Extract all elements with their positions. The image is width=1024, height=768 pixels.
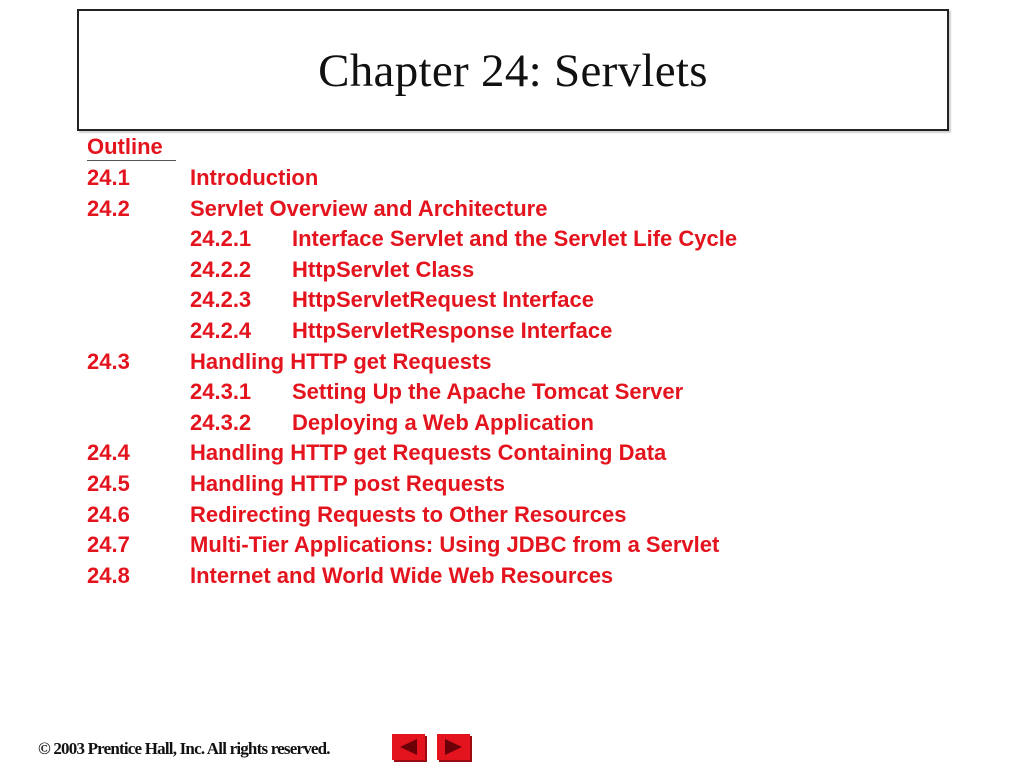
next-slide-button[interactable] <box>437 734 470 760</box>
outline-item-number: 24.3.2 <box>190 409 252 435</box>
outline-item-number: 24.6 <box>87 501 130 527</box>
outline-item-label: HttpServletRequest Interface <box>292 287 594 313</box>
outline-item-number: 24.8 <box>87 562 130 588</box>
outline-item-label: Internet and World Wide Web Resources <box>190 562 614 588</box>
outline-item-number: 24.2.3 <box>190 287 252 313</box>
outline-item-label: Handling HTTP post Requests <box>190 470 505 496</box>
outline-item-label: Handling HTTP get Requests Containing Data <box>190 440 667 466</box>
copyright-notice: © 2003 Prentice Hall, Inc. All rights reserved. <box>38 739 330 758</box>
outline-item-label: Setting Up the Apache Tomcat Server <box>292 379 684 405</box>
outline-item-number: 24.7 <box>87 532 130 558</box>
outline-item-number: 24.4 <box>87 440 130 466</box>
outline-item-number: 24.2.2 <box>190 256 252 282</box>
outline-item-number: 24.2 <box>87 195 130 221</box>
right-triangle-icon <box>437 734 470 760</box>
left-triangle-icon <box>392 734 425 760</box>
outline-item-number: 24.2.4 <box>190 317 252 343</box>
slide-title: Chapter 24: Servlets <box>318 45 708 97</box>
outline-item-number: 24.3 <box>87 348 130 374</box>
outline-item-label: Introduction <box>190 165 319 190</box>
outline-item-label: Redirecting Requests to Other Resources <box>190 501 627 527</box>
outline-heading: Outline <box>87 134 163 159</box>
outline-item-number: 24.2.1 <box>190 226 252 252</box>
outline-item-label: Multi-Tier Applications: Using JDBC from a Servlet <box>190 532 720 558</box>
outline-item-label: Servlet Overview and Architecture <box>190 195 548 221</box>
outline-item-label: Deploying a Web Application <box>292 409 594 435</box>
outline-item-label: HttpServletResponse Interface <box>292 317 613 343</box>
title-box <box>77 9 949 131</box>
outline-item-label: HttpServlet Class <box>292 256 475 282</box>
outline-item-number: 24.1 <box>87 165 130 190</box>
outline-item-label: Handling HTTP get Requests <box>190 348 492 374</box>
previous-slide-button[interactable] <box>392 734 425 760</box>
outline-item-number: 24.3.1 <box>190 379 252 405</box>
outline-underline <box>87 160 176 161</box>
outline-item-number: 24.5 <box>87 470 130 496</box>
outline-item-label: Interface Servlet and the Servlet Life Cycle <box>292 226 738 252</box>
